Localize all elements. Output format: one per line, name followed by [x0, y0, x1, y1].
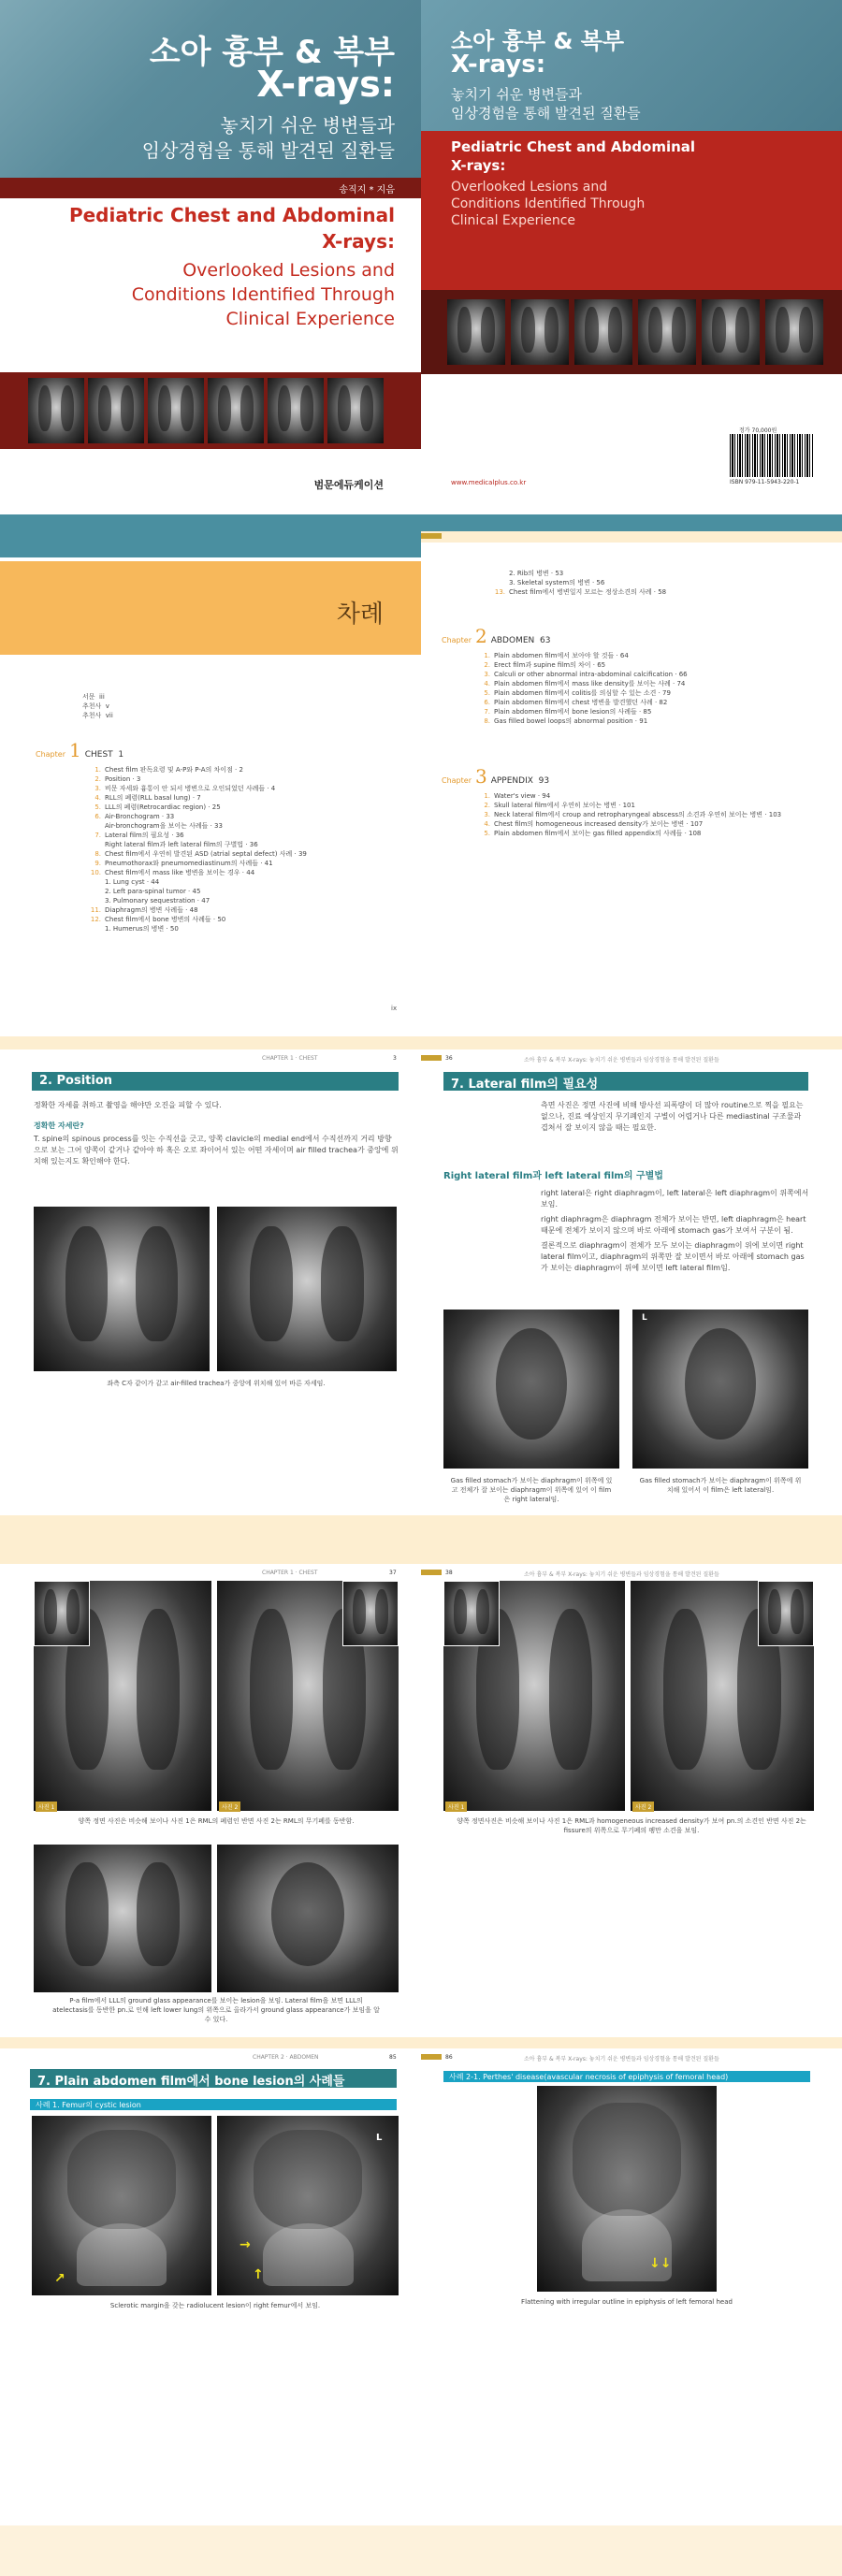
page-38-tag-b: 사진 2 — [632, 1802, 654, 1812]
page-37 — [0, 1564, 421, 2037]
page-36-bullets — [541, 1188, 810, 1278]
ch1-item — [90, 849, 307, 859]
ch1-item-text: 비문 자세와 흉통이 안 되서 병변으로 오인되었던 사례들 · 4 — [105, 785, 276, 792]
page-85-number: 85 — [389, 2054, 397, 2061]
toc-right-page — [421, 531, 842, 1036]
page-36-header: 소아 흉부 & 복부 X-rays: 놓치기 쉬운 병변들과 임상경험을 통해 발견된 질환들 — [524, 1057, 719, 1064]
arrow-icon-4: ↓↓ — [649, 2256, 672, 2271]
page-86-number: 86 — [445, 2054, 453, 2061]
back-en-block — [421, 131, 842, 290]
cover-xray-1 — [28, 378, 84, 443]
front-title-en: X-rays: — [256, 64, 395, 105]
ch1-item-text: Position · 3 — [105, 775, 141, 783]
ch2-item-number: 4. — [484, 680, 490, 687]
ch2-item-number: 2. — [484, 661, 490, 669]
back-xray-1 — [447, 299, 505, 365]
ch1-item-number: 10. — [90, 869, 101, 876]
ch1-item — [90, 924, 307, 933]
page-86-marker — [421, 2054, 442, 2060]
ch1-cont-item — [494, 578, 666, 587]
page-36-caption-1: Gas filled stomach가 보이는 diaphragm이 위쪽에 있고 전체가 잘 보이는 diaphragm이 위쪽에 있어 이 film은 right lateral임. — [450, 1477, 613, 1503]
cover-spread — [0, 0, 842, 541]
ch1-cont-item — [494, 587, 666, 597]
ch1-item-number: 4. — [94, 794, 101, 802]
ch3-item-number: 5. — [484, 830, 490, 837]
front-subtitle-2: 임상경험을 통해 발견된 질환들 — [141, 139, 395, 162]
ch3-item-text: Plain abdomen film에서 보이는 gas filled appendix의 사례들 · 108 — [494, 830, 702, 837]
cover-xray-5 — [268, 378, 324, 443]
spread-3-36 — [0, 1049, 842, 1515]
spread-gap-3 — [0, 1515, 842, 1564]
toc-top-band — [0, 531, 421, 557]
spread-85-86 — [0, 2048, 842, 2525]
page-38-number: 38 — [445, 1570, 453, 1576]
back-cover — [421, 0, 842, 541]
ch2-item-text: Plain abdomen film에서 mass like density를 보이는 사례 · 74 — [494, 680, 686, 687]
page-38-marker — [421, 1570, 442, 1575]
back-title-block — [421, 0, 842, 131]
page-36-subhead: Right lateral film과 left lateral film의 구별법 — [443, 1171, 663, 1181]
front-en-title-5: Clinical Experience — [225, 309, 395, 329]
ch3-item-text: Chest film의 homogeneous increased density가 보이는 병변 · 107 — [494, 820, 704, 828]
ch3-item-text: Skull lateral film에서 우연히 보이는 병변 · 101 — [494, 802, 635, 809]
front-xray-strip — [0, 372, 421, 449]
page-85-section-title: 7. Plain abdomen film에서 bone lesion의 사례들 — [30, 2069, 397, 2088]
page-3-section-title: 2. Position — [32, 1072, 399, 1091]
ch2-item-number: 1. — [484, 652, 490, 659]
back-title-en: X-rays: — [451, 51, 546, 79]
front-cover — [0, 0, 421, 541]
ch3-item — [479, 801, 781, 810]
page-3-intro: 정확한 자세를 취하고 촬영을 해야만 오진을 피할 수 있다. — [34, 1101, 222, 1109]
page-37-tag-a: 사진 1 — [36, 1802, 57, 1812]
chapter1-list — [90, 765, 307, 933]
ch2-item-number: 3. — [484, 671, 490, 678]
page-85-xray-2 — [217, 2116, 399, 2295]
page-3-header: CHAPTER 1 · CHEST — [262, 1055, 318, 1062]
page-38-caption: 양쪽 정면사진은 비슷해 보이나 사진 1은 RML과 homogeneous increased density가 보여 pn.의 소견인 반면 사진 2는 fissure의 위쪽으로 무기폐의 팽만 소견을 보임. — [457, 1817, 806, 1834]
ch3-item-text: Water's view · 94 — [494, 792, 551, 800]
page-37-xray-2-inset — [342, 1581, 399, 1646]
page-36 — [421, 1049, 842, 1515]
ch1-item-number: 8. — [94, 850, 101, 858]
ch1-item-text: Right lateral film과 left lateral film의 구별법 · 36 — [105, 841, 258, 848]
ch2-item — [479, 698, 688, 707]
ch1-item-text: Chest film에서 mass like 병변을 보이는 경우 · 44 — [105, 869, 255, 876]
back-url: www.medicalplus.co.kr — [451, 479, 527, 486]
ch2-item-number: 5. — [484, 689, 490, 697]
page-85-xray-1 — [32, 2116, 211, 2295]
arrow-icon-1: ↗ — [54, 2271, 65, 2286]
toc-left-page — [0, 531, 421, 1036]
ch2-item — [479, 670, 688, 679]
ch2-item — [479, 707, 688, 716]
back-subtitle-2: 임상경험을 통해 발견된 질환들 — [451, 105, 641, 122]
ch3-item — [479, 819, 781, 829]
back-xray-3 — [574, 299, 632, 365]
back-subtitle-1: 놓치기 쉬운 병변들과 — [451, 86, 582, 103]
ch1-item-text: Diaphragm의 병변 사례들 · 48 — [105, 906, 198, 914]
prelim-1: 서문 iii — [82, 693, 105, 701]
page-37-xray-3 — [34, 1845, 211, 1992]
ch3-item — [479, 829, 781, 838]
ch1-item-number: 2. — [94, 775, 101, 783]
page-37-tag-b: 사진 2 — [219, 1802, 240, 1812]
barcode — [730, 434, 814, 477]
ch1-item-number: 12. — [90, 916, 101, 923]
page-38-xray-2-inset — [758, 1581, 814, 1646]
back-title-ko: 소아 흉부 & 복부 — [451, 28, 625, 54]
ch2-item — [479, 660, 688, 670]
toc-prelims — [82, 692, 113, 720]
arrow-icon-2: → — [240, 2237, 251, 2252]
ch1-item-text: 2. Left para-spinal tumor · 45 — [105, 888, 201, 895]
ch1-item-text: RLL의 폐렴(RLL basal lung) · 7 — [105, 794, 201, 802]
ch1-item-number: 6. — [94, 813, 101, 820]
page-36-xray-1 — [443, 1310, 619, 1469]
ch1-item-text: Pneumothorax와 pneumomediastinum의 사례들 · 41 — [105, 860, 273, 867]
ch2-item-text: Calculi or other abnormal intra-abdominal calcification · 66 — [494, 671, 688, 678]
ch1-item-text: LLL의 폐렴(Retrocardiac region) · 25 — [105, 803, 221, 811]
page-38-header: 소아 흉부 & 복부 X-rays: 놓치기 쉬운 병변들과 임상경험을 통해 발견된 질환들 — [524, 1571, 719, 1578]
page-3-number: 3 — [393, 1055, 397, 1062]
toc-right-top-list — [494, 569, 666, 597]
page-85-header: CHAPTER 2 · ABDOMEN — [253, 2054, 319, 2061]
front-en-title-1: Pediatric Chest and Abdominal — [68, 204, 395, 226]
ch1-cont-item-text: Chest film에서 병변일지 모르는 정상소견의 사례 · 58 — [509, 588, 667, 596]
price: 정가 70,000원 — [739, 427, 777, 434]
ch1-item — [90, 840, 307, 849]
ch1-cont-item-text: 2. Rib의 병변 · 53 — [509, 570, 564, 577]
isbn: ISBN 979-11-5943-220-1 — [730, 479, 800, 485]
page-37-xray-1-inset — [34, 1581, 90, 1646]
cover-xray-3 — [148, 378, 204, 443]
page-36-bullet: 결론적으로 diaphragm이 전체가 모두 보이는 diaphragm이 위에 보이면 right lateral film이고, diaphragm의 위쪽만 잘 보이면서 바로 아래에 stomach gas가 보이는 diaphragm이 위에 보이면 left lateral film임. — [541, 1241, 805, 1272]
spread-37-38 — [0, 1564, 842, 2037]
page-36-xray-2 — [632, 1310, 808, 1469]
page-36-bullet: right lateral은 right diaphragm이, left lateral은 left diaphragm이 위쪽에서 보임. — [541, 1189, 809, 1208]
page-86-subhead: 사례 2-1. Perthes' disease(avascular necrosis of epiphysis of femoral head) — [443, 2071, 810, 2082]
ch3-item-text: Neck lateral film에서 croup and retropharyngeal abscess의 소견과 우연히 보이는 병변 · 103 — [494, 811, 782, 818]
page-3-body: T. spine의 spinous process를 잇는 수직선을 긋고, 양쪽 clavicle의 medial end에서 수직선까지 거리 방향으로 보는 그어 양쪽이 같거나 같아야 하 혹은 오로 좌이어서 있는 어떤 자세이며 air filled trachea가 중앙에 위치해 있는지도 확인해야 한다. — [34, 1135, 399, 1165]
back-xray-6 — [765, 299, 823, 365]
ch1-item-text: Air-Bronchogram · 33 — [105, 813, 175, 820]
ch2-item-text: Plain abdomen film에서 colitis를 의심할 수 있는 소견 · 79 — [494, 689, 671, 697]
front-en-title-2: X-rays: — [322, 230, 395, 253]
ch2-item-number: 6. — [484, 699, 490, 706]
ch2-item-text: Erect film과 supine film의 차이 · 65 — [494, 661, 606, 669]
cover-xray-2 — [88, 378, 144, 443]
ch2-item — [479, 651, 688, 660]
ch3-item-number: 4. — [484, 820, 490, 828]
chapter2-list — [479, 651, 688, 726]
page-3-xray-2 — [217, 1207, 397, 1371]
ch1-item-number: 3. — [94, 785, 101, 792]
ch1-item-text: 1. Humerus의 병변 · 50 — [105, 925, 179, 933]
front-title-ko: 소아 흉부 & 복부 — [149, 34, 395, 71]
page-37-xray-4 — [217, 1845, 399, 1992]
prelim-3: 추천사 vii — [82, 712, 113, 719]
page-3 — [0, 1049, 421, 1515]
ch1-item-text: Chest film에서 우연히 발견된 ASD (atrial septal defect) 사례 · 39 — [105, 850, 307, 858]
back-en-title-1: Pediatric Chest and Abdominal — [451, 138, 696, 155]
cover-xray-6 — [327, 378, 384, 443]
ch1-item-number: 7. — [94, 832, 101, 839]
ch1-item-number: 1. — [94, 766, 101, 774]
ch2-item-text: Plain abdomen film에서 chest 병변을 발견했던 사례 · 82 — [494, 699, 668, 706]
back-xray-4 — [638, 299, 696, 365]
back-en-title-3: Overlooked Lesions and — [451, 180, 608, 195]
chapter3-list — [479, 791, 781, 838]
ch1-item — [90, 765, 307, 774]
ch1-item-text: 1. Lung cyst · 44 — [105, 878, 160, 886]
ch1-item — [90, 803, 307, 812]
ch3-item — [479, 810, 781, 819]
page-36-xray-2-marker: L — [642, 1313, 647, 1323]
ch1-item — [90, 877, 307, 887]
ch2-item-text: Plain abdomen film에서 보아야 할 것들 · 64 — [494, 652, 629, 659]
page-36-caption-2: Gas filled stomach가 보이는 diaphragm이 위쪽에 위치해 있어서 이 film은 left lateral임. — [639, 1477, 802, 1494]
back-xray-2 — [511, 299, 569, 365]
page-85-xray-2-marker: L — [376, 2133, 383, 2143]
prelim-2: 추천사 v — [82, 702, 109, 710]
page-86-header: 소아 흉부 & 복부 X-rays: 놓치기 쉬운 병변들과 임상경험을 통해 발견된 질환들 — [524, 2056, 719, 2062]
ch1-item-number: 11. — [90, 906, 101, 914]
page-85 — [0, 2048, 421, 2525]
ch1-item — [90, 812, 307, 821]
ch1-cont-item-text: 3. Skeletal system의 병변 · 56 — [509, 579, 605, 586]
chapter1-heading: Chapter 1 CHEST 1 — [36, 739, 124, 761]
ch1-item — [90, 896, 307, 905]
page-38-xray-1-inset — [443, 1581, 500, 1646]
ch2-item-text: Plain abdomen film에서 bone lesion의 사례들 · 85 — [494, 708, 652, 716]
ch1-item-number: 5. — [94, 803, 101, 811]
ch1-item-text: Lateral film의 필요성 · 36 — [105, 832, 184, 839]
ch3-item — [479, 791, 781, 801]
toc-left-page-num: ix — [391, 1005, 398, 1012]
back-xray-5 — [702, 299, 760, 365]
ch1-item-text: Air-bronchogram을 보이는 사례들 · 33 — [105, 822, 223, 830]
ch2-item — [479, 688, 688, 698]
ch1-item — [90, 859, 307, 868]
ch1-item — [90, 821, 307, 831]
toc-spread — [0, 531, 842, 1036]
page-86 — [421, 2048, 842, 2525]
page-3-xray-1 — [34, 1207, 210, 1371]
page-38 — [421, 1564, 842, 2037]
arrow-icon-3: ↑ — [253, 2267, 264, 2282]
front-cover-title-block — [0, 0, 421, 178]
ch1-item — [90, 905, 307, 915]
back-xray-strip — [421, 290, 842, 374]
toc-title-bar — [0, 561, 421, 655]
page-36-intro: 측면 사진은 정면 사진에 비해 방사선 피폭량이 더 많아 routine으로 찍을 필요는 없으나, 진료 예상인지 무기폐인지 구별이 어렵거나 다른 mediastinal 구조물과 겹쳐서 잘 보이지 않을 때는 필요한. — [541, 1101, 804, 1132]
page-85-subhead: 사례 1. Femur의 cystic lesion — [30, 2099, 397, 2110]
front-en-title-4: Conditions Identified Through — [131, 284, 395, 305]
publisher: 범문에듀케이션 — [313, 479, 384, 491]
author: 송직지 * 지음 — [339, 185, 395, 195]
ch1-item — [90, 831, 307, 840]
back-en-title-2: X-rays: — [451, 157, 506, 174]
back-en-title-5: Clinical Experience — [451, 213, 576, 228]
front-author-bar — [0, 178, 421, 198]
ch1-cont-item-number: 13. — [494, 588, 505, 596]
page-36-bullet: right diaphragm은 diaphragm 전체가 보이는 반면, left diaphragm은 heart 때문에 전체가 보이지 않으며 바로 아래에 stomach gas가 보여서 구분이 됨. — [541, 1215, 806, 1235]
ch3-item-number: 2. — [484, 802, 490, 809]
chapter3-heading: Chapter 3 APPENDIX 93 — [442, 765, 550, 788]
ch1-item-number: 9. — [94, 860, 101, 867]
ch2-item-number: 7. — [484, 708, 490, 716]
page-38-tag-a: 사진 1 — [445, 1802, 467, 1812]
ch1-item — [90, 915, 307, 924]
page-86-xray — [537, 2086, 717, 2292]
ch2-item — [479, 679, 688, 688]
ch3-item-number: 1. — [484, 792, 490, 800]
chapter2-heading: Chapter 2 ABDOMEN 63 — [442, 625, 551, 647]
back-en-title-4: Conditions Identified Through — [451, 196, 646, 211]
ch1-item — [90, 784, 307, 793]
ch1-item — [90, 887, 307, 896]
page-37-header: CHAPTER 1 · CHEST — [262, 1570, 318, 1576]
ch1-item-text: Chest film 판독요령 및 A-P와 P-A의 차이점 · 2 — [105, 766, 243, 774]
toc-title: 차례 — [336, 601, 384, 629]
page-36-marker — [421, 1055, 442, 1061]
ch1-item — [90, 868, 307, 877]
page-37-caption-1: 양쪽 정면 사진은 비슷해 보이나 사진 1은 RML의 폐렴인 반면 사진 2는 RML의 무기폐를 동반함. — [78, 1817, 355, 1825]
ch1-cont-item — [494, 569, 666, 578]
ch1-item — [90, 774, 307, 784]
ch1-item — [90, 793, 307, 803]
ch2-item-number: 8. — [484, 717, 490, 725]
toc-right-marker — [421, 533, 442, 539]
toc-right-top-band — [421, 531, 842, 543]
cover-xray-4 — [208, 378, 264, 443]
page-37-number: 37 — [389, 1570, 397, 1576]
spread-gap-2 — [0, 1036, 842, 1049]
ch1-item-text: 3. Pulmonary sequestration · 47 — [105, 897, 210, 904]
ch3-item-number: 3. — [484, 811, 490, 818]
page-3-caption: 좌측 C자 같이가 같고 air-filled trachea가 중앙에 위치해 있어 바른 자세임. — [107, 1380, 326, 1387]
ch2-item-text: Gas filled bowel loops의 abnormal position · 91 — [494, 717, 648, 725]
page-85-caption: Sclerotic margin을 갖는 radiolucent lesion이 right femur에서 보임. — [109, 2302, 321, 2309]
ch2-item — [479, 716, 688, 726]
page-36-number: 36 — [445, 1055, 453, 1062]
front-subtitle-1: 놓치기 쉬운 병변들과 — [220, 114, 395, 137]
page-3-question: 정확한 자세란? — [34, 1122, 84, 1130]
ch1-item-text: Chest film에서 bone 병변의 사례들 · 50 — [105, 916, 226, 923]
front-en-title-3: Overlooked Lesions and — [182, 260, 395, 281]
page-36-section-title: 7. Lateral film의 필요성 — [443, 1072, 808, 1091]
page-86-caption: Flattening with irregular outline in epiphysis of left femoral head — [521, 2298, 733, 2306]
page-37-caption-2: P-a film에서 LLL의 ground glass appearance를 보이는 lesion을 보임. Lateral film을 보면 LLL의 atelectasis를 동반한 pn.로 인해 left lower lung의 위쪽으로 올라가서 ground glass appearance가 보임을 알 수 있다. — [52, 1997, 380, 2023]
